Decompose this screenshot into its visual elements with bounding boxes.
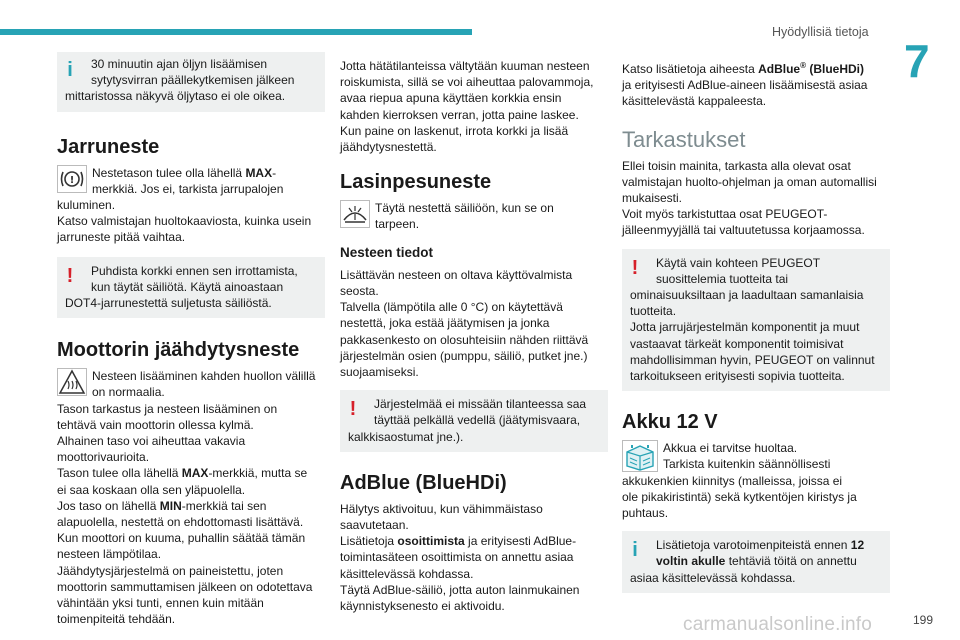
battery-text-line: puhtaus. [622,506,669,521]
note-text: 30 minuutin ajan öljyn lisäämisen [91,57,268,71]
watermark: carmanualsonline.info [683,614,873,635]
checks-text-line: Voit myös tarkistuttaa osat PEUGEOT- [622,207,828,222]
body-text-line: käsittelevästä kappaleesta. [622,94,767,109]
coolant-text-line: tehtävä vain moottorin ollessa kylmä. [57,417,254,432]
battery-intro [622,440,890,472]
note-text: sytytysvirran päällekytkemisen jälkeen [91,73,295,88]
heading-washer-fluid: Lasinpesuneste [340,171,492,194]
info-icon: i [632,539,638,562]
checks-text-line: jälleenmyyjällä tai valtuutetussa korjaamossa. [622,223,865,238]
note-text: kun täytät säiliötä. Käytä ainoastaan [91,279,284,294]
coolant-text-line: Tason tarkastus ja nesteen lisääminen on [57,401,278,416]
body-text-line: jäähdytysnestettä. [340,140,437,155]
note-text: mittaristossa näkyvä öljytaso ei ole oikea. [65,89,286,104]
info-icon: i [67,59,73,81]
coolant-text-line: ei saa koskaan olla sen yläpuolella. [57,482,246,497]
coolant-text-line: vähintään yksi tunti, ennen kuin mitään [57,596,264,611]
coolant-text-line: Nesteen lisääminen kahden huollon välillä [92,369,316,384]
note-text: suosittelemia tuotteita tai [656,271,789,286]
warning-note [57,257,325,319]
svg-text:!: ! [69,174,75,186]
body-text-line: Katso lisätietoja aiheesta AdBlue® (BlueHDi) [622,61,864,76]
coolant-text-line: nesteen lämpötilaa. [57,547,162,562]
note-text: mahdollisimman hyvin, PEUGEOT on valinnut [630,352,875,367]
brake-text-line: merkkiä. Jos ei, tarkista jarrupalojen [92,181,284,196]
note-text: Puhdista korkki ennen sen irrottamista, [91,263,298,278]
checks-text-line: Ellei toisin mainita, tarkasta alla olevat osat [622,158,851,173]
adblue-text-line: Täytä AdBlue-säiliö, jotta auton lainmukainen [340,582,580,597]
heading-adblue: AdBlue (BlueHDi) [340,471,507,494]
body-text-line: avaa riepua apuna käyttäen korkkia ensin [340,91,562,106]
heading-brake-fluid: Jarruneste [57,135,160,158]
column-2 [340,58,608,614]
warning-icon: ! [66,264,74,287]
warning-icon: ! [631,256,639,279]
note-text: tarkoitukseen erityisesti sopivia tuotteita. [630,369,845,384]
spec-text-line: pakkasenkesto on olosuhteisiin nähden riittävä [340,332,589,347]
brake-fluid-warning-icon [57,165,87,193]
page-number: 199 [913,613,934,627]
note-text: Järjestelmää ei missään tilanteessa saa [374,397,587,412]
spec-text-line: suojaamiseksi. [340,365,419,380]
spec-text-line: seosta. [340,284,379,299]
chapter-number: 7 [904,35,930,87]
spec-text-line: Talvella (lämpötila alle 0 °C) on käytettävä [340,300,563,315]
warning-note [622,249,890,392]
washer-text-line: tarpeen. [375,217,420,232]
hot-coolant-warning-icon [57,368,87,396]
checks-text-line: valmistajan huolto-ohjelman ja oman automallisi [622,174,877,189]
battery-icon [622,440,658,472]
washer-text-line: Täytä nestettä säiliöön, kun se on [375,201,554,216]
adblue-text-line: käsittelevässä kohdassa. [340,566,474,581]
note-text: voltin akulle tehtäviä töitä on annettu [656,554,857,569]
note-text: vastaavat tärkeät komponentit toimisivat [630,336,844,351]
battery-text-line: ole pikakiristintä) sekä kytkentöjen kiristys ja [622,489,857,504]
body-text-line: Kun paine on laskenut, irrota korkki ja lisää [340,123,569,138]
coolant-text-line: on normaalia. [92,385,165,400]
brake-fluid-intro [57,165,325,197]
note-text: kalkkisaostumat jne.). [348,429,464,444]
note-text: Käytä vain kohteen PEUGEOT [656,255,821,270]
brake-text-line: jarruneste pitää vaihtaa. [57,230,186,245]
body-text-line: roiskumista, sillä se voi aiheuttaa palovammoja, [340,75,594,90]
column-1 [57,52,325,627]
washer-fluid-icon [340,200,370,228]
spec-text-line: Lisättävän nesteen on oltava käyttövalmista [340,267,573,282]
info-note [622,531,890,593]
heading-fluid-specs: Nesteen tiedot [340,244,434,260]
battery-text-line: akkukenkien kiinnitys (malleissa, joissa ei [622,473,843,488]
spec-text-line: järjestelmän osien (pumppu, säiliö, putket jne.) [340,348,588,363]
coolant-text-line: Jäähdytysjärjestelmä on paineistettu, joten [57,563,284,578]
heading-battery: Akku 12 V [622,411,718,434]
adblue-text-line: Hälytys aktivoituu, kun vähimmäistaso [340,501,543,516]
note-text: täyttää pelkällä vedellä (jäätymisvaara, [374,413,581,428]
brake-text-line: Nestetason tulee olla lähellä MAX- [92,165,277,180]
brake-text-line: Katso valmistajan huoltokaaviosta, kuinka usein [57,214,312,229]
section-title: Hyödyllisiä tietoja [772,25,869,39]
note-text: tuotteita. [630,304,677,319]
washer-intro [340,200,608,232]
note-text: ominaisuuksiltaan ja laadultaan samanlaisia [630,288,864,303]
note-text: Lisätietoja varotoimenpiteistä ennen 12 [656,538,865,553]
heading-checks: Tarkastukset [622,126,746,152]
body-text-line: Jotta hätätilanteissa vältytään kuuman nesteen [340,59,590,73]
checks-text-line: mukaisesti. [622,191,683,206]
info-note [57,52,325,112]
coolant-intro [57,368,325,400]
adblue-text-line: toimintasäteen osoittimista on annettu asiaa [340,550,574,565]
warning-icon: ! [349,398,357,421]
coolant-text-line: moottorivaurioita. [57,450,150,465]
body-text-line: ja erityisesti AdBlue-aineen lisäämisestä asiaa [622,78,868,93]
battery-text-line: Akkua ei tarvitse huoltaa. [663,441,798,456]
coolant-text-line: Jos taso on lähellä MIN-merkkiä tai sen [57,498,267,513]
column-3 [622,58,890,597]
note-text: DOT4-jarrunestettä suljetusta säiliöstä. [65,296,272,311]
battery-text-line: Tarkista kuitenkin säännöllisesti [663,457,831,472]
coolant-text-line: moottorin sammuttamisen jälkeen on odotettava [57,579,313,594]
note-text: asiaa käsittelevässä kohdassa. [630,570,796,585]
coolant-text-line: Tason tulee olla lähellä MAX-merkkiä, mutta se [57,466,308,481]
spec-text-line: nestettä, joka estää jäätymisen ja jonka [340,316,550,331]
note-text: Jotta jarrujärjestelmän komponentit ja muut [630,320,860,335]
heading-coolant: Moottorin jäähdytysneste [57,339,300,362]
brake-text-line: kuluminen. [57,198,116,213]
adblue-text-line: käynnistyksenesto ei aktivoidu. [340,599,505,614]
coolant-text-line: toimenpiteitä tehdään. [57,612,176,627]
body-text-line: kahden kierroksen verran, jotta paine laskee. [340,107,579,122]
adblue-text-line: saavutetaan. [340,518,409,533]
coolant-text-line: alapuolella, nestettä on ehdottomasti lisättävä. [57,515,304,530]
warning-note [340,390,608,452]
chapter-progress-bar [0,29,472,35]
coolant-text-line: Alhainen taso voi aiheuttaa vakavia [57,434,246,449]
adblue-text-line: Lisätietoja osoittimista ja erityisesti AdBlue- [340,534,577,549]
coolant-text-line: Kun moottori on kuuma, puhallin säätää tämän [57,531,306,546]
